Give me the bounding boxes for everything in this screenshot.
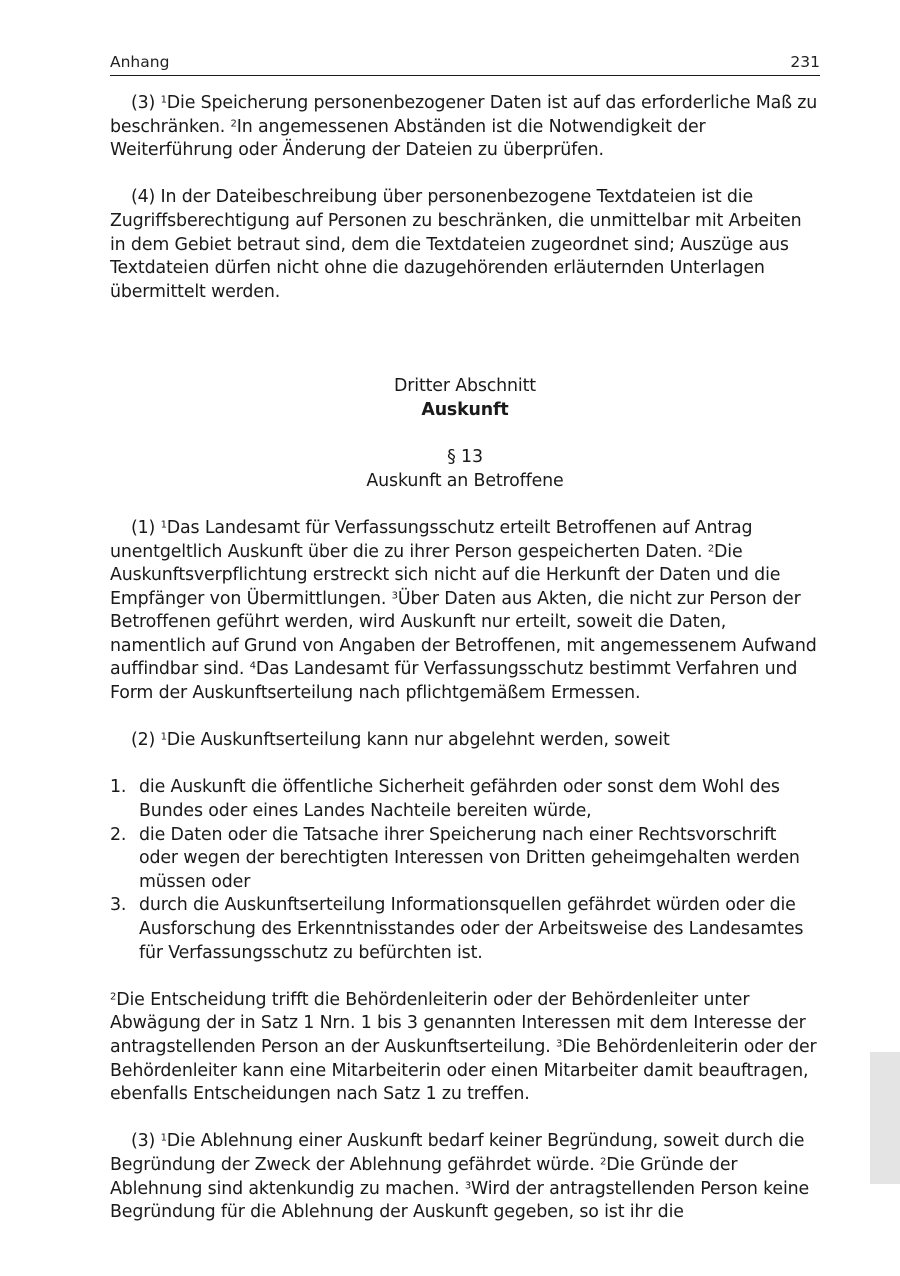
document-page [110,52,820,1225]
header-section-title: Anhang [110,53,170,71]
section-title: Auskunft [421,399,509,420]
paragraph-12-4: (4) In der Dateibeschreibung über personenbezogene Textdateien ist die Zugriffsberechtigung auf Personen zu beschränken, die unmittelbar mit Arbeiten in dem Gebiet betraut sind, dem die Textdateien zugeordnet sind; Auszüge aus Textdateien dürfen nicht ohne die dazugehörenden erläuternden Unterlagen übermittelt werden. [110,187,802,302]
paragraph-13-2: (2) $^1$Die Auskunftserteilung kann nur abgelehnt werden, soweit [131,730,670,751]
paragraph-12-3: (3) $^1$Die Speicherung personenbezogener Daten ist auf das erforderliche Maß zu beschränken. $^2$In angemessenen Abständen ist die Notwendigkeit der Weiterführung oder Änderung der Dateien zu überprüfen. [110,93,818,161]
list-item: 1. die Auskunft die öffentliche Sicherheit gefährden oder sonst dem Wohl des Bundes oder eines Landes Nachteile bereiten würde, [110,777,780,822]
numbered-list [110,776,820,965]
list-item: 3. durch die Auskunftserteilung Informationsquellen gefährdet würden oder die Ausforschung des Erkenntnisstandes oder der Arbeitsweise des Landesamtes für Verfassungsschutz zu befürchten ist. [110,895,804,963]
paragraph-13-1: (1) $^1$Das Landesamt für Verfassungsschutz erteilt Betroffenen auf Antrag unentgeltlich Auskunft über die zu ihrer Person gespeicherten Daten. $^2$Die Auskunftsverpflichtung erstreckt sich nicht auf die Herkunft der Daten und die Empfänger von Übermittlungen. $^3$Über Daten aus Akten, die nicht zur Person der Betroffenen geführt werden, wird Auskunft nur erteilt, soweit die Daten, namentlich auf Grund von Angaben der Betroffenen, mit angemessenem Aufwand auffindbar sind. $^4$Das Landesamt für Verfassungsschutz bestimmt Verfahren und Form der Auskunftserteilung nach pflichtgemäßem Ermessen. [110,517,817,704]
list-item: 2. die Daten oder die Tatsache ihrer Speicherung nach einer Rechtsvorschrift oder wegen der berechtigten Interessen von Dritten geheimgehalten werden müssen oder [110,824,800,892]
paragraph-title: Auskunft an Betroffene [366,470,564,491]
section-label: Dritter Abschnitt [394,376,536,397]
paragraph-number: § 13 [447,447,483,468]
body-text [110,92,820,1225]
page-number: 231 [790,53,820,71]
paragraph-13-2-continued: $^2$Die Entscheidung trifft die Behördenleiterin oder der Behördenleiter unter Abwägung der in Satz 1 Nrn. 1 bis 3 genannten Interessen mit dem Interesse der antragstellenden Person an der Auskunftserteilung. $^3$Die Behördenleiterin oder der Behördenleiter kann eine Mitarbeiterin oder einen Mitarbeiter damit beauftragen, ebenfalls Entscheidungen nach Satz 1 zu treffen. [110,989,817,1105]
thumb-index-tab [870,1052,900,1184]
paragraph-13-3: (3) $^1$Die Ablehnung einer Auskunft bedarf keiner Begründung, soweit durch die Begründung der Zweck der Ablehnung gefährdet würde. $^2$Die Gründe der Ablehnung sind aktenkundig zu machen. $^3$Wird der antragstellenden Person keine Begründung für die Ablehnung der Auskunft gegeben, so ist ihr die [110,1131,810,1223]
running-header [110,52,820,76]
